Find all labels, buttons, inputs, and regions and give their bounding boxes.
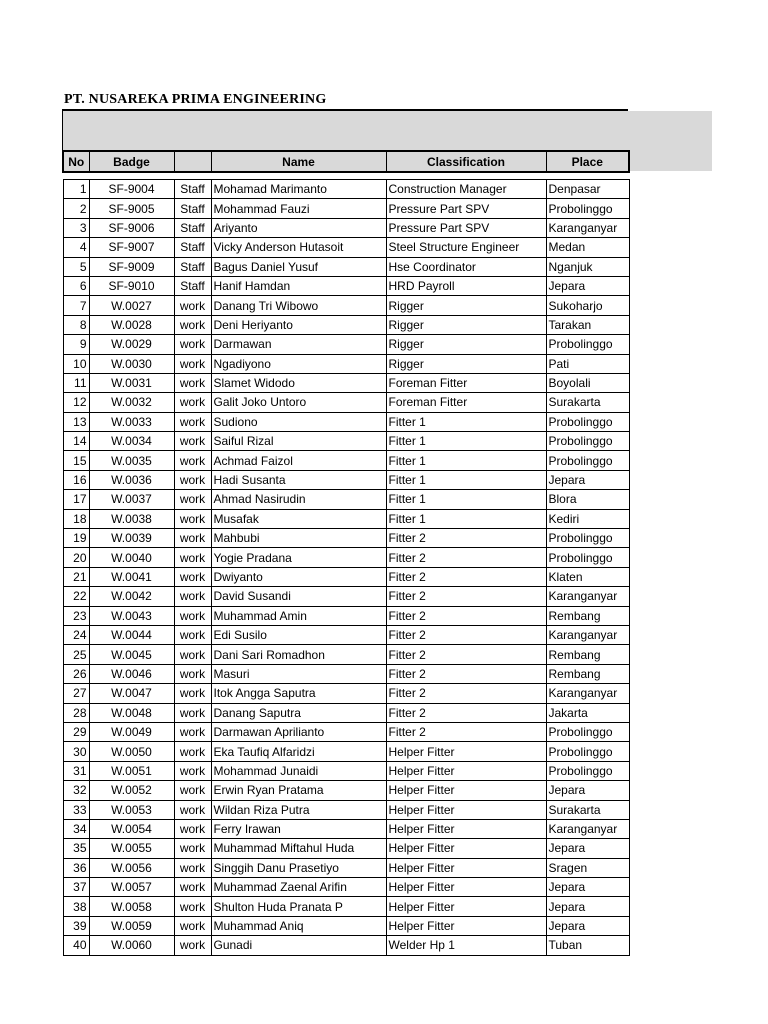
- cell-name: Bagus Daniel Yusuf: [211, 257, 386, 276]
- cell-place: Tarakan: [546, 315, 629, 334]
- cell-classification: Fitter 1: [386, 412, 546, 431]
- table-row: [63, 199, 629, 218]
- cell-name: Ngadiyono: [211, 354, 386, 373]
- cell-name: Vicky Anderson Hutasoit: [211, 238, 386, 257]
- cell-classification: Fitter 1: [386, 470, 546, 489]
- cell-classification: Rigger: [386, 335, 546, 354]
- cell-name: Musafak: [211, 509, 386, 528]
- cell-type: work: [174, 878, 211, 897]
- cell-type: Staff: [174, 218, 211, 237]
- cell-name: Gunadi: [211, 936, 386, 955]
- cell-badge: SF-9010: [89, 276, 174, 295]
- cell-badge: W.0046: [89, 664, 174, 683]
- cell-type: work: [174, 916, 211, 935]
- table-header-row: [63, 151, 629, 172]
- cell-badge: W.0028: [89, 315, 174, 334]
- cell-classification: Rigger: [386, 296, 546, 315]
- table-row: [63, 412, 629, 431]
- cell-name: Deni Heriyanto: [211, 315, 386, 334]
- cell-type: Staff: [174, 257, 211, 276]
- cell-classification: Fitter 1: [386, 509, 546, 528]
- table-row: [63, 703, 629, 722]
- cell-place: Karanganyar: [546, 684, 629, 703]
- cell-place: Klaten: [546, 567, 629, 586]
- cell-place: Denpasar: [546, 180, 629, 199]
- table-row: [63, 315, 629, 334]
- cell-badge: W.0027: [89, 296, 174, 315]
- table-row: [63, 529, 629, 548]
- table-row: [63, 684, 629, 703]
- cell-name: Edi Susilo: [211, 625, 386, 644]
- table-row: [63, 587, 629, 606]
- cell-place: Karanganyar: [546, 587, 629, 606]
- table-spacer-row: [63, 172, 629, 180]
- cell-place: Karanganyar: [546, 625, 629, 644]
- cell-badge: W.0057: [89, 878, 174, 897]
- cell-name: Mahbubi: [211, 529, 386, 548]
- cell-classification: Helper Fitter: [386, 897, 546, 916]
- cell-no: 11: [63, 373, 89, 392]
- table-row: [63, 645, 629, 664]
- table-row: [63, 819, 629, 838]
- cell-type: work: [174, 800, 211, 819]
- cell-name: Itok Angga Saputra: [211, 684, 386, 703]
- cell-no: 8: [63, 315, 89, 334]
- cell-type: Staff: [174, 199, 211, 218]
- table-row: [63, 839, 629, 858]
- cell-name: Ahmad Nasirudin: [211, 490, 386, 509]
- cell-no: 22: [63, 587, 89, 606]
- table-row: [63, 432, 629, 451]
- company-title: PT. NUSAREKA PRIMA ENGINEERING: [64, 92, 327, 107]
- cell-no: 5: [63, 257, 89, 276]
- cell-place: Probolinggo: [546, 412, 629, 431]
- cell-badge: W.0048: [89, 703, 174, 722]
- cell-type: work: [174, 839, 211, 858]
- cell-type: work: [174, 587, 211, 606]
- cell-badge: W.0037: [89, 490, 174, 509]
- cell-type: work: [174, 315, 211, 334]
- cell-place: Tuban: [546, 936, 629, 955]
- cell-badge: SF-9009: [89, 257, 174, 276]
- table-row: [63, 276, 629, 295]
- cell-badge: SF-9007: [89, 238, 174, 257]
- column-header-no: No: [63, 151, 89, 172]
- cell-type: work: [174, 509, 211, 528]
- cell-badge: W.0055: [89, 839, 174, 858]
- cell-type: work: [174, 548, 211, 567]
- band-left-border: [62, 111, 63, 151]
- cell-type: work: [174, 296, 211, 315]
- cell-type: work: [174, 703, 211, 722]
- cell-badge: W.0038: [89, 509, 174, 528]
- cell-no: 18: [63, 509, 89, 528]
- cell-no: 36: [63, 858, 89, 877]
- cell-name: Muhammad Aniq: [211, 916, 386, 935]
- table-row: [63, 218, 629, 237]
- cell-place: Karanganyar: [546, 819, 629, 838]
- table-row: [63, 296, 629, 315]
- cell-badge: SF-9004: [89, 180, 174, 199]
- spacer-cell: [89, 172, 174, 180]
- cell-badge: W.0033: [89, 412, 174, 431]
- cell-no: 12: [63, 393, 89, 412]
- cell-type: Staff: [174, 238, 211, 257]
- cell-type: work: [174, 819, 211, 838]
- cell-type: work: [174, 645, 211, 664]
- table-row: [63, 354, 629, 373]
- cell-name: Eka Taufiq Alfaridzi: [211, 742, 386, 761]
- cell-type: work: [174, 722, 211, 741]
- cell-classification: Construction Manager: [386, 180, 546, 199]
- cell-badge: W.0034: [89, 432, 174, 451]
- cell-name: Yogie Pradana: [211, 548, 386, 567]
- cell-classification: Hse Coordinator: [386, 257, 546, 276]
- cell-classification: Fitter 2: [386, 567, 546, 586]
- cell-no: 40: [63, 936, 89, 955]
- cell-no: 10: [63, 354, 89, 373]
- cell-no: 6: [63, 276, 89, 295]
- column-header-place: Place: [546, 151, 629, 172]
- cell-no: 17: [63, 490, 89, 509]
- column-header-type: [174, 151, 211, 172]
- cell-no: 2: [63, 199, 89, 218]
- table-row: [63, 781, 629, 800]
- cell-no: 15: [63, 451, 89, 470]
- cell-badge: W.0058: [89, 897, 174, 916]
- cell-classification: Helper Fitter: [386, 819, 546, 838]
- table-row: [63, 393, 629, 412]
- spacer-cell: [386, 172, 546, 180]
- cell-place: Jakarta: [546, 703, 629, 722]
- spacer-cell: [174, 172, 211, 180]
- cell-type: work: [174, 684, 211, 703]
- cell-classification: Fitter 2: [386, 606, 546, 625]
- cell-no: 32: [63, 781, 89, 800]
- table-row: [63, 916, 629, 935]
- cell-classification: Rigger: [386, 315, 546, 334]
- cell-classification: Helper Fitter: [386, 781, 546, 800]
- cell-name: Hadi Susanta: [211, 470, 386, 489]
- cell-place: Kediri: [546, 509, 629, 528]
- cell-type: work: [174, 373, 211, 392]
- cell-type: work: [174, 412, 211, 431]
- cell-name: Hanif Hamdan: [211, 276, 386, 295]
- cell-place: Surakarta: [546, 800, 629, 819]
- cell-no: 1: [63, 180, 89, 199]
- cell-place: Medan: [546, 238, 629, 257]
- cell-badge: W.0029: [89, 335, 174, 354]
- cell-classification: Fitter 2: [386, 548, 546, 567]
- table-row: [63, 800, 629, 819]
- cell-place: Sragen: [546, 858, 629, 877]
- cell-place: Jepara: [546, 276, 629, 295]
- cell-badge: W.0049: [89, 722, 174, 741]
- cell-badge: W.0045: [89, 645, 174, 664]
- cell-type: Staff: [174, 276, 211, 295]
- cell-no: 4: [63, 238, 89, 257]
- cell-classification: Fitter 2: [386, 645, 546, 664]
- cell-badge: W.0059: [89, 916, 174, 935]
- table-row: [63, 257, 629, 276]
- cell-classification: Pressure Part SPV: [386, 199, 546, 218]
- cell-type: work: [174, 470, 211, 489]
- cell-place: Rembang: [546, 645, 629, 664]
- cell-name: Mohammad Junaidi: [211, 761, 386, 780]
- cell-badge: W.0039: [89, 529, 174, 548]
- table-row: [63, 238, 629, 257]
- cell-classification: Rigger: [386, 354, 546, 373]
- table-row: [63, 451, 629, 470]
- cell-type: Staff: [174, 180, 211, 199]
- cell-place: Rembang: [546, 606, 629, 625]
- cell-classification: Welder Hp 1: [386, 936, 546, 955]
- cell-type: work: [174, 432, 211, 451]
- cell-no: 26: [63, 664, 89, 683]
- cell-type: work: [174, 606, 211, 625]
- spacer-cell: [546, 172, 629, 180]
- cell-badge: W.0030: [89, 354, 174, 373]
- cell-type: work: [174, 393, 211, 412]
- cell-badge: SF-9005: [89, 199, 174, 218]
- cell-no: 21: [63, 567, 89, 586]
- cell-place: Jepara: [546, 470, 629, 489]
- cell-badge: W.0044: [89, 625, 174, 644]
- cell-no: 37: [63, 878, 89, 897]
- cell-no: 33: [63, 800, 89, 819]
- cell-badge: W.0040: [89, 548, 174, 567]
- table-row: [63, 761, 629, 780]
- cell-no: 24: [63, 625, 89, 644]
- table-row: [63, 567, 629, 586]
- cell-name: Muhammad Amin: [211, 606, 386, 625]
- cell-place: Nganjuk: [546, 257, 629, 276]
- table-row: [63, 897, 629, 916]
- cell-name: Masuri: [211, 664, 386, 683]
- cell-no: 29: [63, 722, 89, 741]
- cell-classification: Steel Structure Engineer: [386, 238, 546, 257]
- cell-name: Dani Sari Romadhon: [211, 645, 386, 664]
- cell-place: Sukoharjo: [546, 296, 629, 315]
- cell-place: Jepara: [546, 781, 629, 800]
- cell-classification: Helper Fitter: [386, 858, 546, 877]
- cell-badge: W.0056: [89, 858, 174, 877]
- cell-classification: Pressure Part SPV: [386, 218, 546, 237]
- cell-place: Probolinggo: [546, 529, 629, 548]
- table-row: [63, 490, 629, 509]
- employee-table: [62, 150, 630, 956]
- cell-name: Erwin Ryan Pratama: [211, 781, 386, 800]
- cell-name: Darmawan Aprilianto: [211, 722, 386, 741]
- cell-type: work: [174, 897, 211, 916]
- cell-classification: Helper Fitter: [386, 742, 546, 761]
- cell-classification: Fitter 1: [386, 451, 546, 470]
- cell-place: Jepara: [546, 878, 629, 897]
- cell-classification: Fitter 2: [386, 684, 546, 703]
- cell-badge: W.0031: [89, 373, 174, 392]
- cell-classification: Fitter 2: [386, 703, 546, 722]
- cell-place: Karanganyar: [546, 218, 629, 237]
- cell-place: Probolinggo: [546, 722, 629, 741]
- cell-name: Sudiono: [211, 412, 386, 431]
- cell-badge: W.0043: [89, 606, 174, 625]
- table-row: [63, 722, 629, 741]
- cell-classification: Fitter 2: [386, 722, 546, 741]
- cell-name: Wildan Riza Putra: [211, 800, 386, 819]
- cell-no: 35: [63, 839, 89, 858]
- cell-classification: Fitter 1: [386, 490, 546, 509]
- table-row: [63, 878, 629, 897]
- cell-no: 3: [63, 218, 89, 237]
- column-header-classification: Classification: [386, 151, 546, 172]
- cell-no: 28: [63, 703, 89, 722]
- cell-place: Surakarta: [546, 393, 629, 412]
- cell-type: work: [174, 490, 211, 509]
- table-row: [63, 625, 629, 644]
- cell-classification: Helper Fitter: [386, 839, 546, 858]
- cell-no: 13: [63, 412, 89, 431]
- cell-place: Jepara: [546, 916, 629, 935]
- cell-place: Rembang: [546, 664, 629, 683]
- cell-name: David Susandi: [211, 587, 386, 606]
- cell-name: Achmad Faizol: [211, 451, 386, 470]
- cell-badge: W.0053: [89, 800, 174, 819]
- cell-type: work: [174, 529, 211, 548]
- cell-classification: Foreman Fitter: [386, 373, 546, 392]
- cell-classification: Fitter 2: [386, 625, 546, 644]
- table-row: [63, 509, 629, 528]
- cell-name: Slamet Widodo: [211, 373, 386, 392]
- table-row: [63, 373, 629, 392]
- cell-place: Probolinggo: [546, 335, 629, 354]
- cell-name: Mohamad Marimanto: [211, 180, 386, 199]
- cell-no: 7: [63, 296, 89, 315]
- table-row: [63, 548, 629, 567]
- cell-badge: W.0036: [89, 470, 174, 489]
- cell-badge: W.0050: [89, 742, 174, 761]
- cell-no: 19: [63, 529, 89, 548]
- cell-badge: W.0035: [89, 451, 174, 470]
- table-row: [63, 858, 629, 877]
- cell-badge: W.0060: [89, 936, 174, 955]
- cell-type: work: [174, 781, 211, 800]
- cell-type: work: [174, 761, 211, 780]
- cell-name: Ferry Irawan: [211, 819, 386, 838]
- column-header-name: Name: [211, 151, 386, 172]
- table-row: [63, 470, 629, 489]
- cell-no: 23: [63, 606, 89, 625]
- cell-no: 30: [63, 742, 89, 761]
- cell-name: Shulton Huda Pranata P: [211, 897, 386, 916]
- cell-classification: Fitter 2: [386, 529, 546, 548]
- cell-no: 31: [63, 761, 89, 780]
- cell-place: Probolinggo: [546, 451, 629, 470]
- cell-no: 16: [63, 470, 89, 489]
- spacer-cell: [63, 172, 89, 180]
- cell-place: Jepara: [546, 839, 629, 858]
- cell-badge: W.0051: [89, 761, 174, 780]
- top-border-line: [62, 109, 628, 111]
- cell-name: Muhammad Miftahul Huda: [211, 839, 386, 858]
- cell-place: Boyolali: [546, 373, 629, 392]
- cell-name: Galit Joko Untoro: [211, 393, 386, 412]
- cell-type: work: [174, 742, 211, 761]
- cell-classification: Foreman Fitter: [386, 393, 546, 412]
- table-body: [63, 172, 629, 955]
- table-row: [63, 335, 629, 354]
- column-header-badge: Badge: [89, 151, 174, 172]
- cell-classification: Helper Fitter: [386, 761, 546, 780]
- cell-classification: Fitter 1: [386, 432, 546, 451]
- cell-place: Probolinggo: [546, 199, 629, 218]
- cell-badge: SF-9006: [89, 218, 174, 237]
- cell-no: 25: [63, 645, 89, 664]
- cell-classification: Fitter 2: [386, 664, 546, 683]
- cell-place: Pati: [546, 354, 629, 373]
- cell-classification: Helper Fitter: [386, 916, 546, 935]
- cell-type: work: [174, 451, 211, 470]
- cell-type: work: [174, 936, 211, 955]
- cell-type: work: [174, 335, 211, 354]
- cell-name: Saiful Rizal: [211, 432, 386, 451]
- cell-no: 27: [63, 684, 89, 703]
- cell-classification: HRD Payroll: [386, 276, 546, 295]
- cell-classification: Helper Fitter: [386, 878, 546, 897]
- cell-classification: Fitter 2: [386, 587, 546, 606]
- cell-type: work: [174, 354, 211, 373]
- table-row: [63, 180, 629, 199]
- cell-no: 14: [63, 432, 89, 451]
- cell-name: Muhammad Zaenal Arifin: [211, 878, 386, 897]
- cell-place: Jepara: [546, 897, 629, 916]
- cell-badge: W.0041: [89, 567, 174, 586]
- cell-classification: Helper Fitter: [386, 800, 546, 819]
- cell-no: 20: [63, 548, 89, 567]
- cell-no: 39: [63, 916, 89, 935]
- cell-name: Ariyanto: [211, 218, 386, 237]
- cell-name: Danang Tri Wibowo: [211, 296, 386, 315]
- table-row: [63, 742, 629, 761]
- cell-no: 34: [63, 819, 89, 838]
- cell-badge: W.0054: [89, 819, 174, 838]
- cell-no: 38: [63, 897, 89, 916]
- cell-place: Blora: [546, 490, 629, 509]
- table-row: [63, 936, 629, 955]
- cell-place: Probolinggo: [546, 742, 629, 761]
- cell-name: Darmawan: [211, 335, 386, 354]
- cell-type: work: [174, 625, 211, 644]
- cell-type: work: [174, 664, 211, 683]
- cell-type: work: [174, 858, 211, 877]
- cell-badge: W.0047: [89, 684, 174, 703]
- cell-badge: W.0052: [89, 781, 174, 800]
- table-row: [63, 606, 629, 625]
- cell-place: Probolinggo: [546, 548, 629, 567]
- cell-badge: W.0042: [89, 587, 174, 606]
- cell-place: Probolinggo: [546, 432, 629, 451]
- cell-type: work: [174, 567, 211, 586]
- cell-badge: W.0032: [89, 393, 174, 412]
- cell-name: Mohammad Fauzi: [211, 199, 386, 218]
- cell-name: Singgih Danu Prasetiyo: [211, 858, 386, 877]
- table-row: [63, 664, 629, 683]
- cell-name: Dwiyanto: [211, 567, 386, 586]
- spacer-cell: [211, 172, 386, 180]
- cell-no: 9: [63, 335, 89, 354]
- cell-place: Probolinggo: [546, 761, 629, 780]
- cell-name: Danang Saputra: [211, 703, 386, 722]
